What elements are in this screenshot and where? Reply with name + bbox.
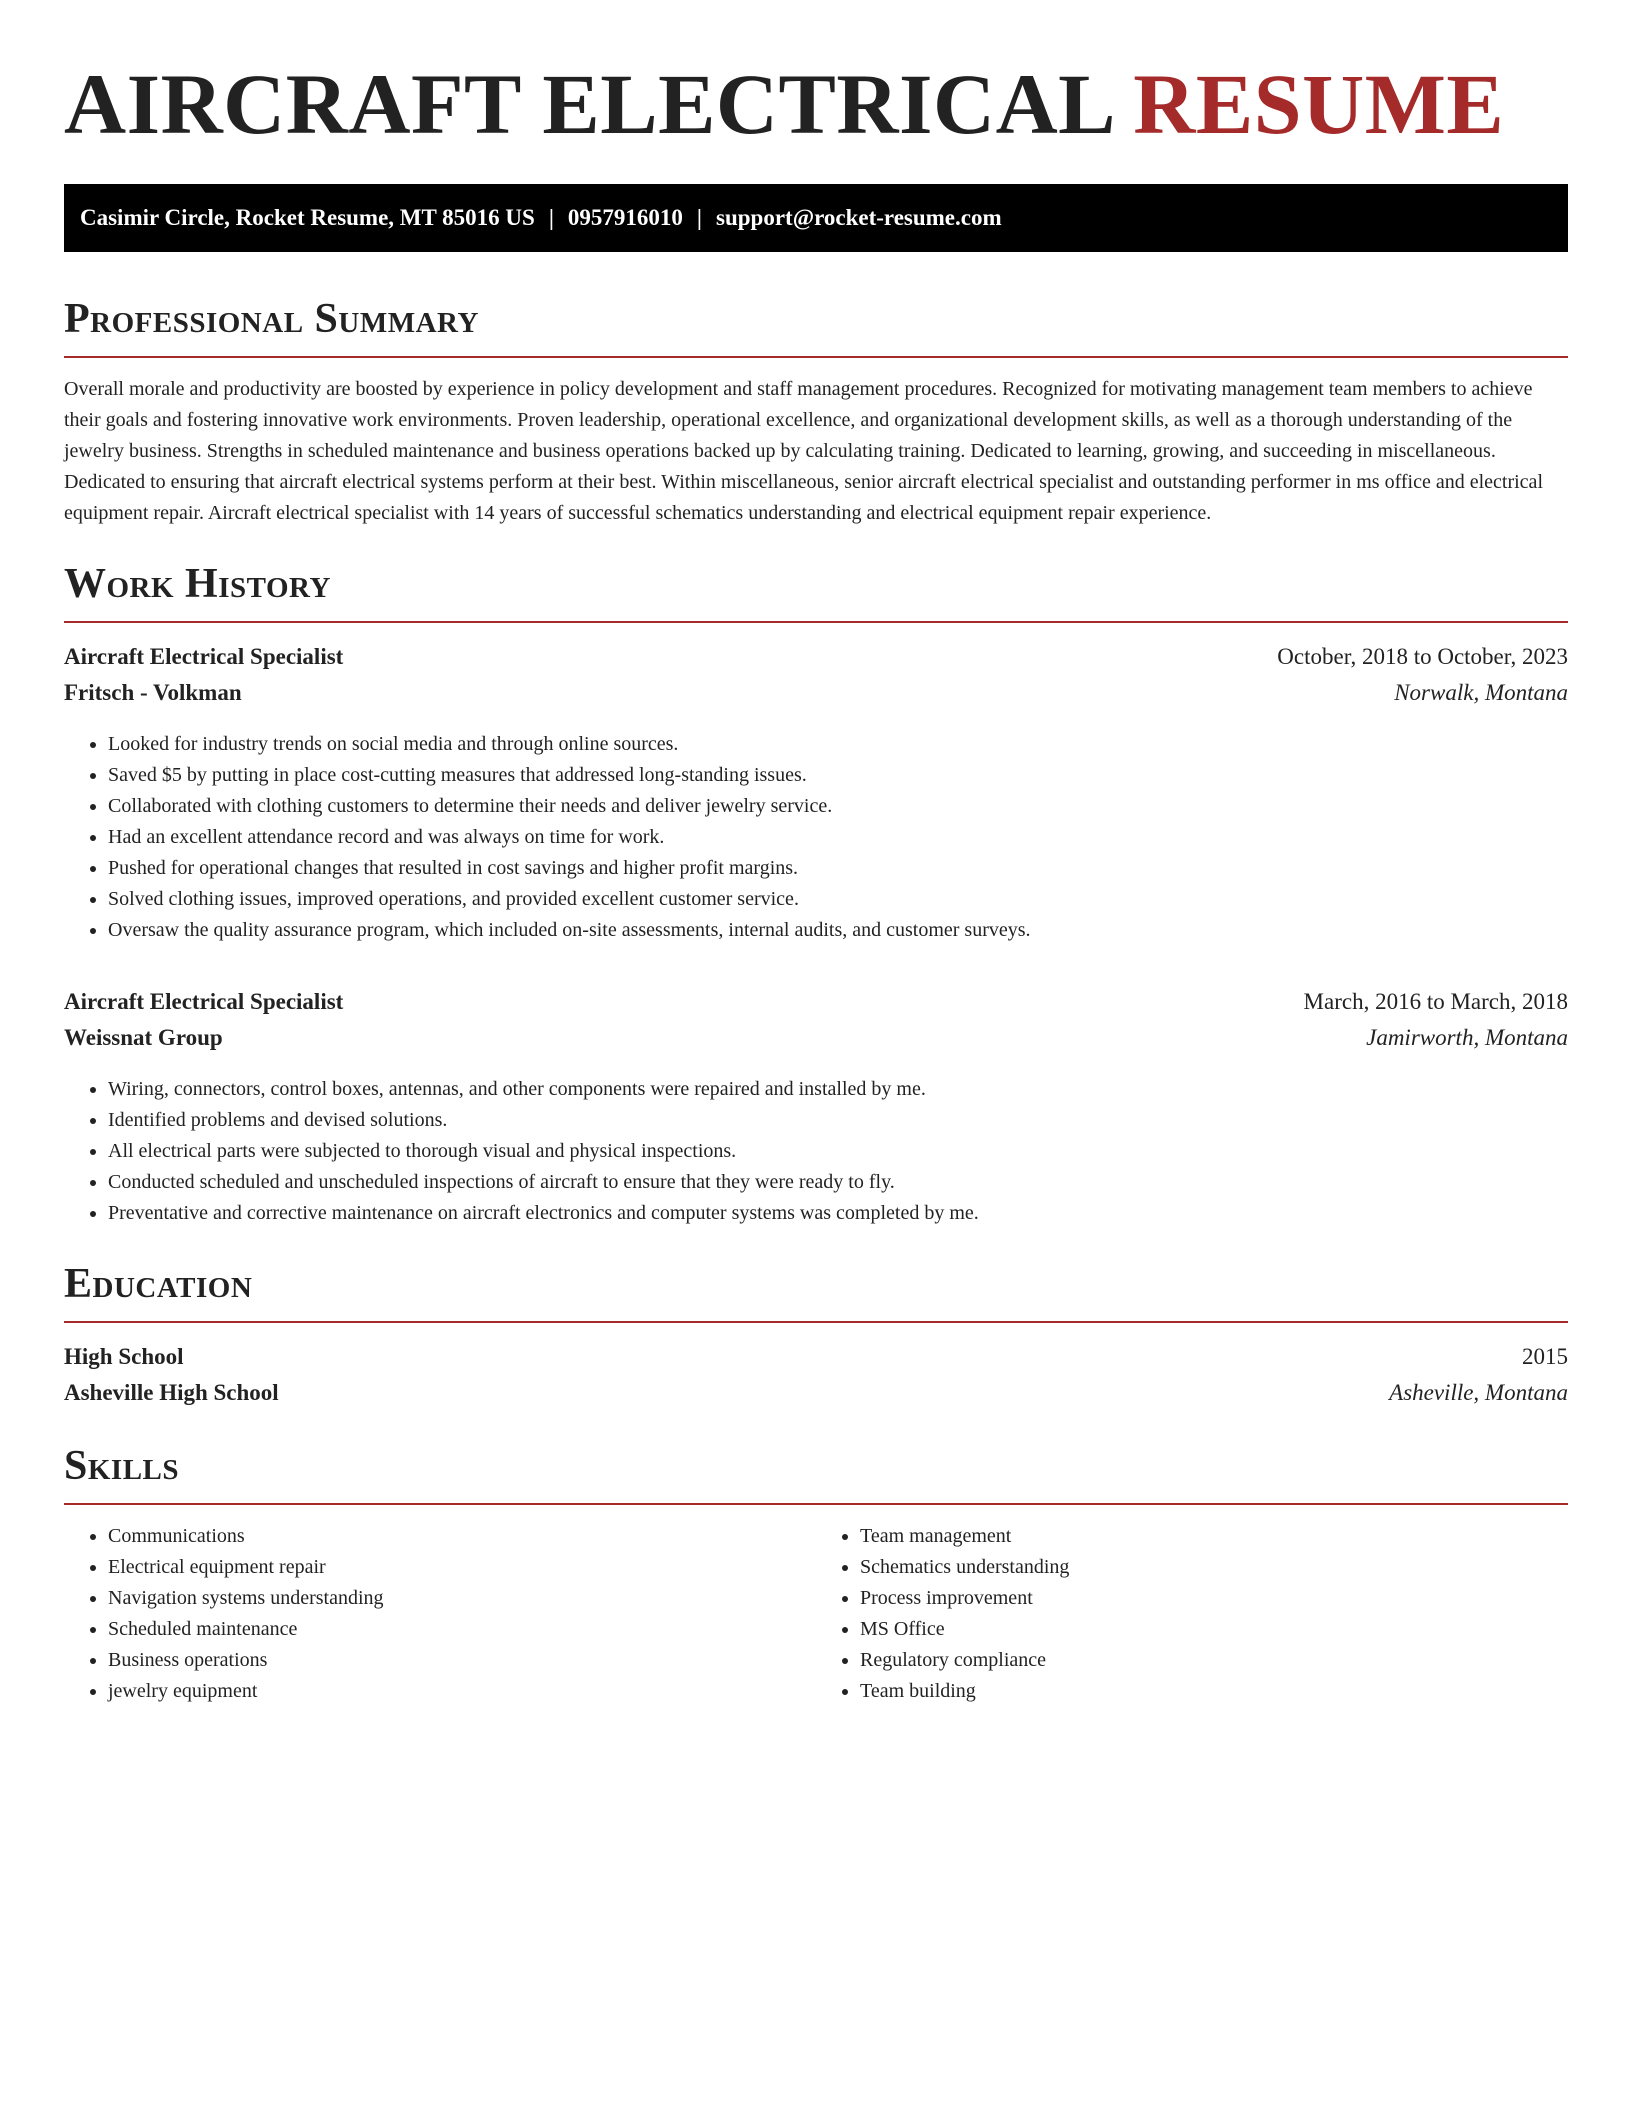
section-divider bbox=[64, 621, 1568, 623]
job-bullet: • Wiring, connectors, control boxes, antennas, and other components were repaired and installed by me. bbox=[108, 1074, 1568, 1105]
section-heading-skills: Skills bbox=[64, 1443, 180, 1489]
job-company-row bbox=[64, 675, 1568, 711]
job-bullet: • Oversaw the quality assurance program, which included on-site assessments, internal audits, and customer surveys. bbox=[108, 915, 1568, 946]
summary-section bbox=[64, 294, 1568, 529]
section-heading-education: Education bbox=[64, 1261, 253, 1307]
skill-item: • MS Office bbox=[860, 1614, 1568, 1645]
job-bullet: • All electrical parts were subjected to thorough visual and physical inspections. bbox=[108, 1136, 1568, 1167]
skills-grid bbox=[64, 1521, 1568, 1707]
contact-email: support@rocket-resume.com bbox=[716, 205, 1002, 230]
skill-item: • Business operations bbox=[108, 1645, 816, 1676]
job-dates: March, 2016 to March, 2018 bbox=[1303, 989, 1568, 1014]
contact-bar bbox=[64, 184, 1568, 252]
skill-item: • Electrical equipment repair bbox=[108, 1552, 816, 1583]
job-entry bbox=[64, 639, 1568, 946]
job-entry bbox=[64, 984, 1568, 1229]
job-bullet: • Looked for industry trends on social media and through online sources. bbox=[108, 729, 1568, 760]
skills-list-left bbox=[64, 1521, 816, 1707]
resume-title-accent: RESUME bbox=[1133, 56, 1505, 152]
job-bullet: • Conducted scheduled and unscheduled inspections of aircraft to ensure that they were ready to fly. bbox=[108, 1167, 1568, 1198]
skill-item: • Communications bbox=[108, 1521, 816, 1552]
work-history-section bbox=[64, 559, 1568, 1229]
summary-text: Overall morale and productivity are boosted by experience in policy development and staff management procedures. Recognized for motivating management team members to achieve their goals and fostering innovative work environments. Proven leadership, operational excellence, and organizational development skills, as well as a thorough understanding of the jewelry business. Strengths in scheduled maintenance and business operations backed up by calculating training. Dedicated to learning, growing, and succeeding in miscellaneous. Dedicated to ensuring that aircraft electrical systems perform at their best. Within miscellaneous, senior aircraft electrical specialist and outstanding performer in ms office and electrical equipment repair. Aircraft electrical specialist with 14 years of successful schematics understanding and electrical equipment repair experience. bbox=[64, 378, 1543, 524]
job-title: Aircraft Electrical Specialist bbox=[64, 989, 344, 1014]
job-bullet: • Solved clothing issues, improved operations, and provided excellent customer service. bbox=[108, 884, 1568, 915]
education-section bbox=[64, 1259, 1568, 1411]
skill-item: • Process improvement bbox=[860, 1583, 1568, 1614]
resume-title-main: AIRCRAFT ELECTRICAL bbox=[64, 56, 1112, 152]
contact-separator: | bbox=[548, 205, 554, 230]
job-bullet-list bbox=[64, 1074, 1568, 1229]
section-heading-summary: Professional Summary bbox=[64, 296, 479, 342]
job-title: Aircraft Electrical Specialist bbox=[64, 644, 344, 669]
job-bullet: • Identified problems and devised solutions. bbox=[108, 1105, 1568, 1136]
job-bullet: • Had an excellent attendance record and was always on time for work. bbox=[108, 822, 1568, 853]
contact-phone: 0957916010 bbox=[567, 205, 683, 230]
education-header-row bbox=[64, 1339, 1568, 1375]
job-company-row bbox=[64, 1020, 1568, 1056]
skills-section bbox=[64, 1441, 1568, 1707]
job-dates: October, 2018 to October, 2023 bbox=[1277, 644, 1568, 669]
section-heading-work-history: Work History bbox=[64, 561, 331, 607]
education-school: Asheville High School bbox=[64, 1380, 279, 1405]
section-divider bbox=[64, 356, 1568, 358]
job-bullet: • Collaborated with clothing customers to determine their needs and deliver jewelry service. bbox=[108, 791, 1568, 822]
skill-item: • Scheduled maintenance bbox=[108, 1614, 816, 1645]
education-location: Asheville, Montana bbox=[1389, 1380, 1568, 1405]
resume-title bbox=[64, 0, 1568, 152]
skill-item: • Regulatory compliance bbox=[860, 1645, 1568, 1676]
job-bullet-list bbox=[64, 729, 1568, 946]
job-bullet: • Saved $5 by putting in place cost-cutting measures that addressed long-standing issues. bbox=[108, 760, 1568, 791]
contact-address: Casimir Circle, Rocket Resume, MT 85016 US bbox=[80, 205, 535, 230]
skill-item: • Team management bbox=[860, 1521, 1568, 1552]
job-header-row bbox=[64, 984, 1568, 1020]
job-company: Fritsch - Volkman bbox=[64, 680, 242, 705]
education-year: 2015 bbox=[1522, 1344, 1568, 1369]
contact-separator: | bbox=[696, 205, 702, 230]
job-company: Weissnat Group bbox=[64, 1025, 223, 1050]
skill-item: • Navigation systems understanding bbox=[108, 1583, 816, 1614]
section-divider bbox=[64, 1503, 1568, 1505]
skills-list-right bbox=[816, 1521, 1568, 1707]
skill-item: • Schematics understanding bbox=[860, 1552, 1568, 1583]
job-header-row bbox=[64, 639, 1568, 675]
section-divider bbox=[64, 1321, 1568, 1323]
education-school-row bbox=[64, 1375, 1568, 1411]
job-location: Norwalk, Montana bbox=[1394, 680, 1568, 705]
education-degree: High School bbox=[64, 1344, 184, 1369]
skill-item: • jewelry equipment bbox=[108, 1676, 816, 1707]
skill-item: • Team building bbox=[860, 1676, 1568, 1707]
job-bullet: • Preventative and corrective maintenance on aircraft electronics and computer systems was completed by me. bbox=[108, 1198, 1568, 1229]
job-bullet: • Pushed for operational changes that resulted in cost savings and higher profit margins. bbox=[108, 853, 1568, 884]
job-location: Jamirworth, Montana bbox=[1366, 1025, 1568, 1050]
